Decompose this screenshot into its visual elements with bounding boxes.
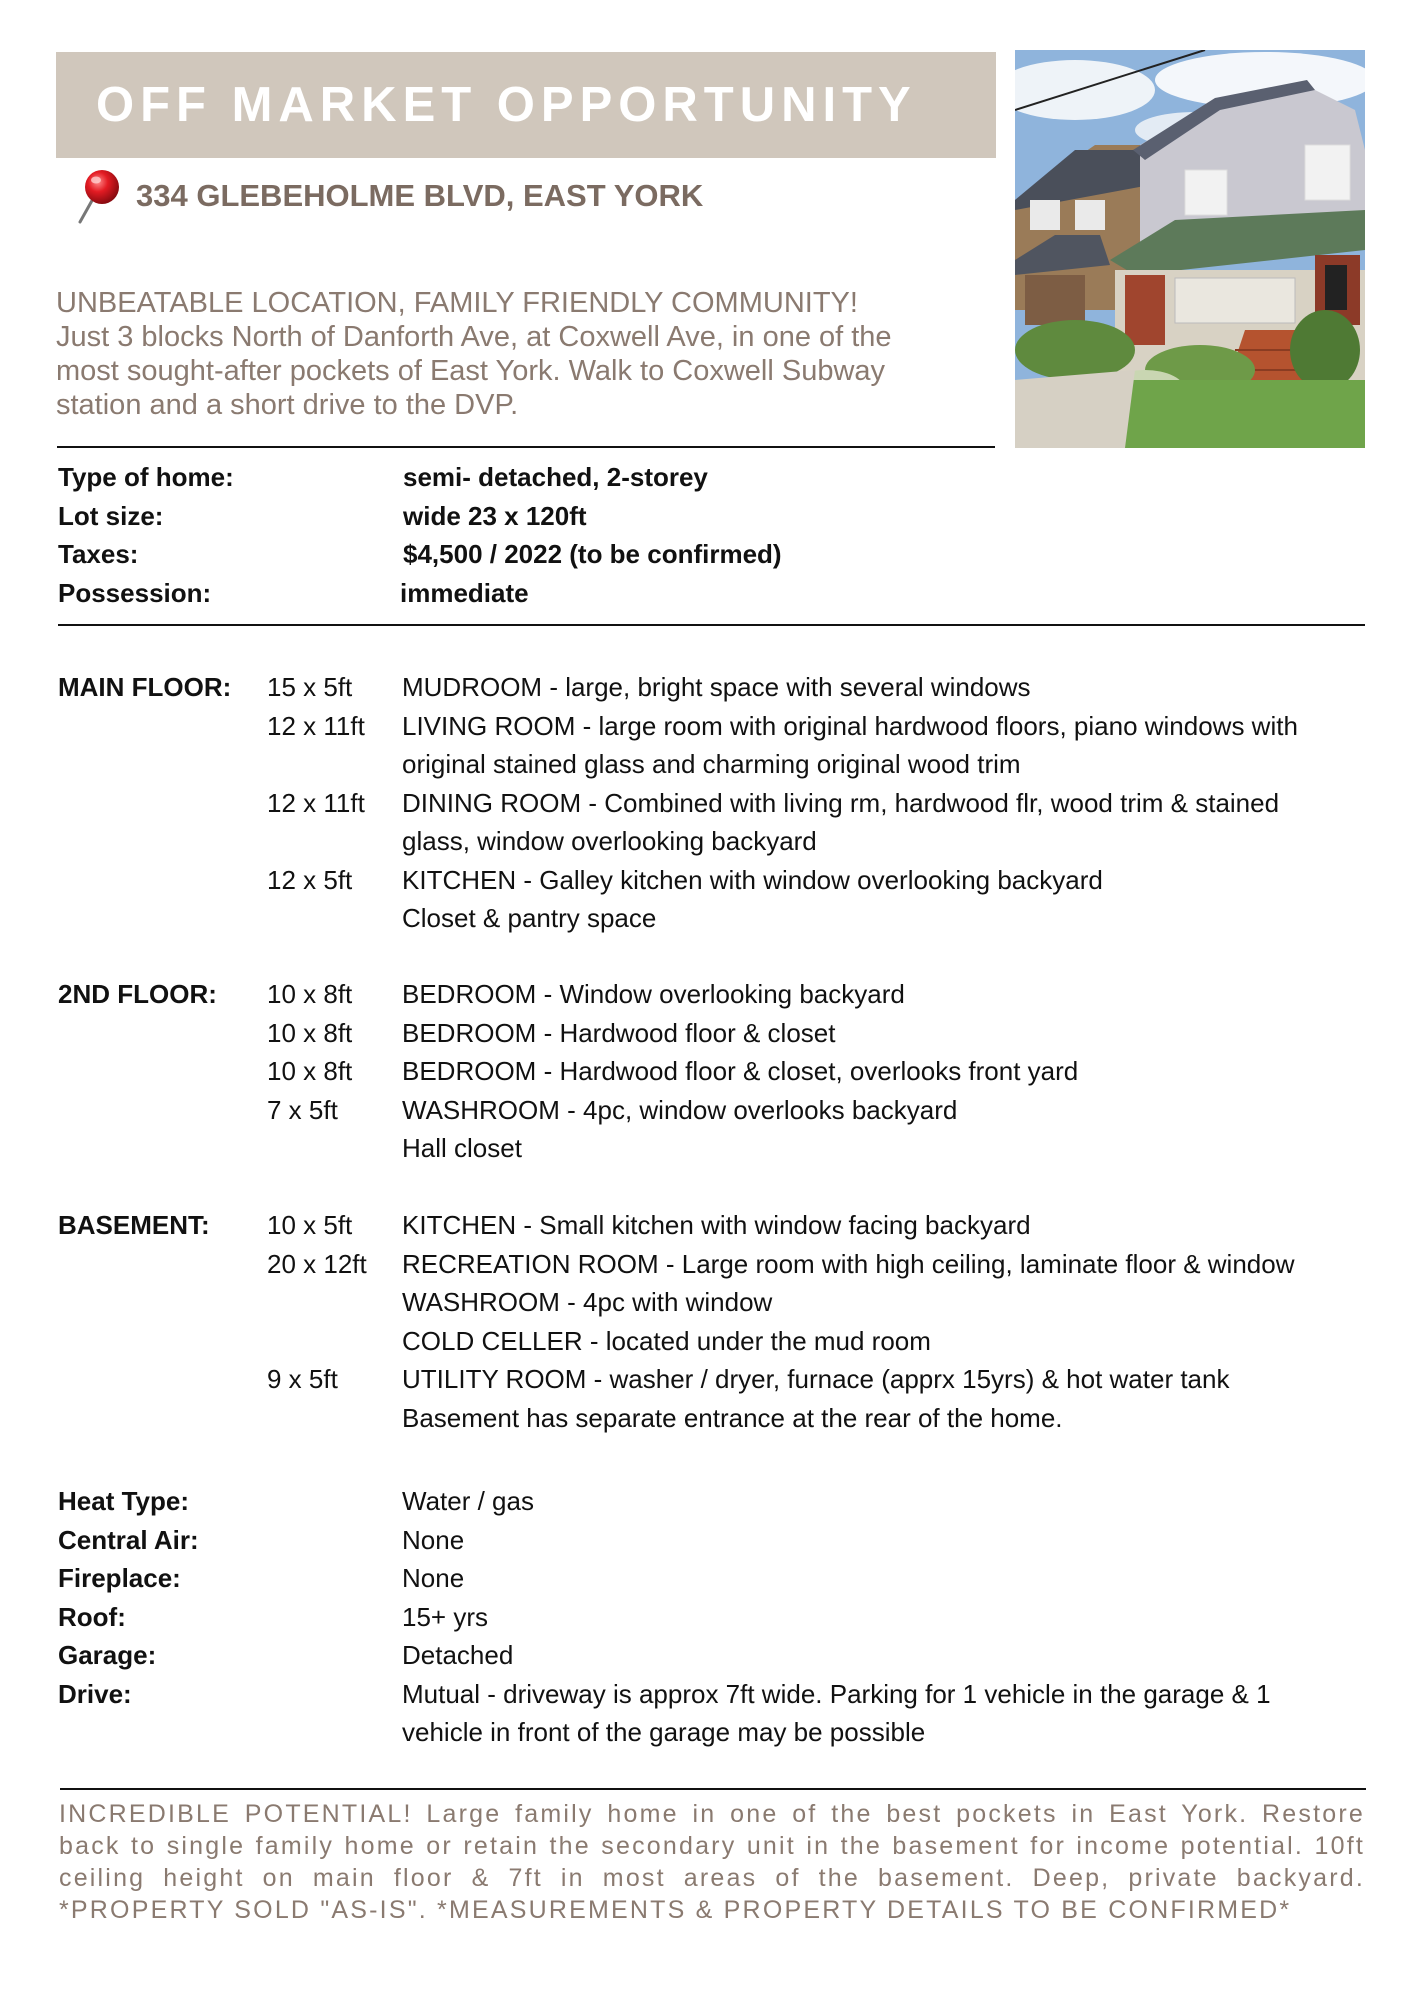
room-description: KITCHEN - Small kitchen with window facing backyard [402,1210,1031,1240]
room-dimensions: 12 x 11ft [267,787,365,818]
room-description: DINING ROOM - Combined with living rm, hardwood flr, wood trim & stained [402,787,1280,818]
room-row [58,668,1368,707]
room-description: BEDROOM - Hardwood floor & closet [402,1017,836,1048]
room-dimensions: 9 x 5ft [267,1364,338,1394]
summary-row [58,535,958,574]
feature-value: Mutual - driveway is approx 7ft wide. Parking for 1 vehicle in the garage & 1 [402,1678,1271,1709]
room-dimensions: 7 x 5ft [267,1094,338,1125]
feature-label: Fireplace: [58,1563,181,1593]
summary-row [58,497,958,536]
property-address: 334 GLEBEHOLME BLVD, EAST YORK [136,178,704,213]
intro-line: UNBEATABLE LOCATION, FAMILY FRIENDLY COMMUNITY! [56,287,858,319]
title-banner [56,52,996,158]
room-row [58,1360,1368,1399]
room-row [58,784,1368,861]
summary-value: $4,500 / 2022 (to be confirmed) [403,539,782,569]
property-summary [58,458,958,612]
feature-row [58,1521,1368,1560]
feature-row [58,1482,1368,1521]
room-description: MUDROOM - large, bright space with several windows [402,672,1031,702]
room-description: BEDROOM - Hardwood floor & closet, overlooks front yard [402,1056,1079,1086]
feature-label: Drive: [58,1678,132,1709]
address-line [72,168,703,224]
room-description: RECREATION ROOM - Large room with high ceiling, laminate floor & window [402,1248,1295,1279]
feature-value: None [402,1563,465,1593]
room-description: WASHROOM - 4pc with window [402,1287,773,1317]
room-row [58,1129,1368,1168]
room-description: WASHROOM - 4pc, window overlooks backyard [402,1094,958,1125]
summary-label: Taxes: [58,539,139,569]
feature-label: Central Air: [58,1524,199,1555]
intro-line: station and a short drive to the DVP. [56,389,519,421]
room-description: LIVING ROOM - large room with original hardwood floors, piano windows with [402,710,1298,741]
feature-label: Garage: [58,1640,157,1670]
room-dimensions: 12 x 11ft [267,710,365,741]
room-description: original stained glass and charming original wood trim [402,749,1021,779]
page-title: OFF MARKET OPPORTUNITY [96,78,917,132]
summary-label: Type of home: [58,462,234,492]
feature-label: Roof: [58,1601,126,1632]
summary-row [58,574,958,613]
summary-row [58,458,958,497]
summary-value: wide 23 x 120ft [403,500,587,531]
summary-value: immediate [400,577,529,608]
room-row [58,1052,1368,1091]
features-section [58,1482,1368,1752]
feature-row [58,1598,1368,1637]
feature-label: Heat Type: [58,1486,189,1516]
divider [57,446,995,448]
room-row [58,1283,1368,1322]
room-row [58,1014,1368,1053]
summary-label: Possession: [58,577,212,608]
feature-value: Water / gas [402,1486,534,1516]
feature-value: vehicle in front of the garage may be possible [402,1717,926,1747]
room-dimensions: 12 x 5ft [267,864,353,895]
map-pin-icon [72,167,126,225]
feature-value: Detached [402,1640,514,1670]
room-description: Hall closet [402,1133,522,1163]
room-description: KITCHEN - Galley kitchen with window overlooking backyard [402,864,1103,895]
room-row [58,707,1368,784]
room-description: Closet & pantry space [402,903,657,933]
room-row [58,1322,1368,1361]
footer-note: INCREDIBLE POTENTIAL! Large family home in one of the best pockets in East York. Restore back to single family home or retain the secondary unit in the basement for income potential. 10ft ceiling height on main floor & 7ft in most areas of the basement. Deep, private backyard. *PROPERTY SOLD "AS-IS". *MEASUREMENTS & PROPERTY DETAILS TO BE CONFIRMED* [59,1800,1365,1924]
feature-value: None [402,1524,465,1555]
main-floor-section [58,668,1368,938]
feature-row [58,1675,1368,1752]
room-description: UTILITY ROOM - washer / dryer, furnace (apprx 15yrs) & hot water tank [402,1364,1230,1394]
divider [58,624,1365,626]
floor-label: 2ND FLOOR: [58,979,217,1009]
room-dimensions: 10 x 5ft [267,1210,353,1240]
room-dimensions: 10 x 8ft [267,1056,353,1086]
floor-label: MAIN FLOOR: [58,672,232,702]
room-description: Basement has separate entrance at the rear of the home. [402,1402,1063,1433]
room-dimensions: 10 x 8ft [267,1017,353,1048]
room-dimensions: 20 x 12ft [267,1248,367,1279]
summary-label: Lot size: [58,500,164,531]
summary-value: semi- detached, 2-storey [403,462,708,492]
room-row [58,1399,1368,1438]
room-row [58,861,1368,900]
room-row [58,1206,1368,1245]
feature-value: 15+ yrs [402,1601,488,1632]
basement-section [58,1206,1368,1437]
room-row [58,1091,1368,1130]
divider [60,1788,1366,1790]
floor-label: BASEMENT: [58,1210,210,1240]
house-photo [1015,50,1365,448]
room-row [58,975,1368,1014]
second-floor-section [58,975,1368,1168]
intro-line: Just 3 blocks North of Danforth Ave, at Coxwell Ave, in one of the [56,321,892,353]
room-row [58,1245,1368,1284]
room-row [58,899,1368,938]
feature-row [58,1636,1368,1675]
feature-row [58,1559,1368,1598]
room-description: BEDROOM - Window overlooking backyard [402,979,905,1009]
intro-line: most sought-after pockets of East York. Walk to Coxwell Subway [56,355,886,387]
room-description: COLD CELLER - located under the mud room [402,1325,931,1356]
room-description: glass, window overlooking backyard [402,826,817,856]
room-dimensions: 15 x 5ft [267,672,353,702]
room-dimensions: 10 x 8ft [267,979,353,1009]
intro-description [56,286,986,422]
